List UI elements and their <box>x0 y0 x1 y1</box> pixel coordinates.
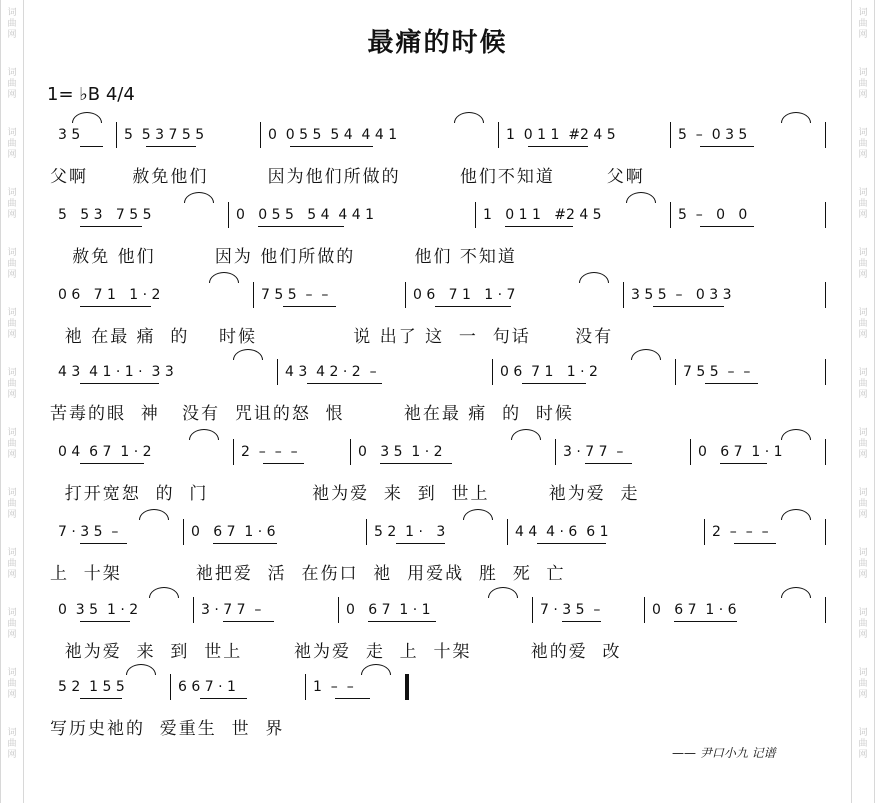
notation-row <box>50 595 825 627</box>
beam-underline <box>700 146 754 147</box>
right-watermark-strip <box>851 0 875 803</box>
barline <box>233 439 234 465</box>
measure: 3 5 5 – 0 3 3 <box>631 287 732 303</box>
tie-arc <box>233 349 263 360</box>
tie-arc <box>781 587 811 598</box>
beam-underline <box>80 306 151 307</box>
song-title: 最痛的时候 <box>367 28 508 58</box>
tie-arc <box>781 112 811 123</box>
measure: 2 – – – <box>241 444 298 460</box>
beam-underline <box>562 621 601 622</box>
watermark-text: 词 曲 网 <box>858 368 868 400</box>
measure: 1 0 1 1 #2 4 5 <box>483 207 602 223</box>
music-line <box>50 437 825 507</box>
key-signature: 1= ♭B 4/4 <box>47 84 135 105</box>
measure: 0 6 7 1 · 1 <box>346 602 431 618</box>
measure: 0 6 7 1 1 · 7 <box>413 287 516 303</box>
lyric-line: 写历史祂的 爱重生 世 界 <box>50 719 285 739</box>
beam-underline <box>80 383 159 384</box>
barline <box>532 597 533 623</box>
beam-underline <box>720 463 767 464</box>
watermark-text: 词 曲 网 <box>7 368 17 400</box>
barline <box>260 122 261 148</box>
measure: 1 0 1 1 #2 4 5 <box>506 127 616 143</box>
beam-underline <box>335 698 370 699</box>
transcriber-credit: —— 尹口小九 记谱 <box>672 746 776 760</box>
watermark-text: 词 曲 网 <box>858 8 868 40</box>
watermark-text: 词 曲 网 <box>7 188 17 220</box>
beam-underline <box>80 621 130 622</box>
watermark-text: 词 曲 网 <box>858 608 868 640</box>
barline <box>825 122 826 148</box>
tie-arc <box>781 509 811 520</box>
watermark-text: 词 曲 网 <box>858 548 868 580</box>
watermark-text: 词 曲 网 <box>858 128 868 160</box>
measure: 0 6 7 1 1 · 2 <box>58 287 161 303</box>
measure: 3 · 7 7 – <box>201 602 262 618</box>
lyric-line: 打开宽恕 的 门 祂为爱 来 到 世上 祂为爱 走 <box>50 484 640 504</box>
beam-underline <box>653 306 724 307</box>
measure: 2 – – – <box>712 524 769 540</box>
measure: 0 4 6 7 1 · 2 <box>58 444 152 460</box>
barline <box>555 439 556 465</box>
tie-arc <box>781 429 811 440</box>
measure: 7 5 5 – – <box>683 364 751 380</box>
barline <box>623 282 624 308</box>
music-line <box>50 200 825 270</box>
barline <box>825 597 826 623</box>
barline <box>825 439 826 465</box>
measure: 7 5 5 – – <box>261 287 329 303</box>
watermark-text: 词 曲 网 <box>7 128 17 160</box>
tie-arc <box>126 664 156 675</box>
lyric-line: 父啊 赦免他们 因为他们所做的 他们不知道 父啊 <box>50 167 645 187</box>
beam-underline <box>505 226 573 227</box>
watermark-text: 词 曲 网 <box>7 668 17 700</box>
beam-underline <box>528 146 588 147</box>
barline <box>116 122 117 148</box>
measure: 0 0 5 5 5 4 4 4 1 <box>236 207 375 223</box>
watermark-text: 词 曲 网 <box>858 668 868 700</box>
watermark-text: 词 曲 网 <box>7 248 17 280</box>
tie-arc <box>189 429 219 440</box>
tie-arc <box>139 509 169 520</box>
watermark-text: 词 曲 网 <box>858 488 868 520</box>
notation-row <box>50 280 825 312</box>
tie-arc <box>209 272 239 283</box>
beam-underline <box>290 146 373 147</box>
lyric-line: 赦免 他们 因为 他们所做的 他们 不知道 <box>50 247 517 267</box>
measure: 4 3 4 1 · 1 · 3 3 <box>58 364 174 380</box>
measure: 0 6 7 1 · 1 <box>698 444 783 460</box>
barline <box>475 202 476 228</box>
lyric-line: 上 十架 祂把爱 活 在伤口 祂 用爱战 胜 死 亡 <box>50 564 566 584</box>
barline <box>675 359 676 385</box>
music-line <box>50 280 825 350</box>
measure: 7 · 3 5 – <box>58 524 119 540</box>
tie-arc <box>631 349 661 360</box>
measure: 4 4 4 · 6 6 1 <box>515 524 609 540</box>
watermark-text: 词 曲 网 <box>7 308 17 340</box>
tie-arc <box>361 664 391 675</box>
measure: 5 5 3 7 5 5 <box>58 207 152 223</box>
tie-arc <box>454 112 484 123</box>
notation-row <box>50 437 825 469</box>
measure: 0 0 5 5 5 4 4 4 1 <box>268 127 398 143</box>
measure: 0 6 7 1 · 6 <box>191 524 276 540</box>
measure: 0 3 5 1 · 2 <box>58 602 139 618</box>
beam-underline <box>80 146 103 147</box>
watermark-text: 词 曲 网 <box>7 548 17 580</box>
beam-underline <box>380 463 452 464</box>
barline <box>366 519 367 545</box>
watermark-text: 词 曲 网 <box>7 608 17 640</box>
barline <box>228 202 229 228</box>
barline <box>704 519 705 545</box>
notation-row <box>50 200 825 232</box>
measure: 6 6 7 · 1 <box>178 679 236 695</box>
barline <box>644 597 645 623</box>
tie-arc <box>626 192 656 203</box>
beam-underline <box>435 306 511 307</box>
barline <box>170 674 171 700</box>
beam-underline <box>283 306 336 307</box>
tie-arc <box>184 192 214 203</box>
barline <box>253 282 254 308</box>
measure: 1 – – <box>313 679 354 695</box>
beam-underline <box>80 698 122 699</box>
measure: 5 2 1 5 5 <box>58 679 125 695</box>
barline <box>492 359 493 385</box>
barline <box>405 282 406 308</box>
barline <box>825 359 826 385</box>
watermark-text: 词 曲 网 <box>7 728 17 760</box>
beam-underline <box>223 621 274 622</box>
measure: 3 · 7 7 – <box>563 444 624 460</box>
measure: 0 6 7 1 1 · 2 <box>500 364 598 380</box>
beam-underline <box>700 226 754 227</box>
watermark-text: 词 曲 网 <box>7 68 17 100</box>
beam-underline <box>537 543 606 544</box>
lyric-line: 祂为爱 来 到 世上 祂为爱 走 上 十架 祂的爱 改 <box>50 642 622 662</box>
barline <box>690 439 691 465</box>
beam-underline <box>307 383 382 384</box>
measure: 3 5 <box>58 127 81 143</box>
watermark-text: 词 曲 网 <box>858 308 868 340</box>
notation-row <box>50 357 825 389</box>
beam-underline <box>674 621 737 622</box>
barline <box>825 519 826 545</box>
beam-underline <box>258 226 344 227</box>
tie-arc <box>72 112 102 123</box>
notation-row <box>50 517 825 549</box>
notation-row <box>50 672 825 704</box>
barline <box>193 597 194 623</box>
beam-underline <box>80 543 127 544</box>
beam-underline <box>396 543 445 544</box>
tie-arc <box>511 429 541 440</box>
music-line <box>50 120 825 190</box>
final-barline <box>405 674 409 700</box>
barline <box>350 439 351 465</box>
music-line <box>50 595 825 665</box>
watermark-text: 词 曲 网 <box>858 188 868 220</box>
lyric-line: 苦毒的眼 神 没有 咒诅的怒 恨 祂在最 痛 的 时候 <box>50 404 574 424</box>
beam-underline <box>734 543 776 544</box>
beam-underline <box>146 146 196 147</box>
barline <box>498 122 499 148</box>
barline <box>670 202 671 228</box>
measure: 0 6 7 1 · 6 <box>652 602 737 618</box>
watermark-text: 词 曲 网 <box>858 728 868 760</box>
music-line <box>50 517 825 587</box>
measure: 5 2 1 · 3 <box>374 524 446 540</box>
barline <box>670 122 671 148</box>
beam-underline <box>522 383 586 384</box>
measure: 5 – 0 3 5 <box>678 127 748 143</box>
left-watermark-strip <box>0 0 24 803</box>
watermark-text: 词 曲 网 <box>7 488 17 520</box>
barline <box>338 597 339 623</box>
measure: 5 5 3 7 5 5 <box>124 127 205 143</box>
measure: 5 – 0 0 <box>678 207 748 223</box>
watermark-text: 词 曲 网 <box>858 68 868 100</box>
watermark-text: 词 曲 网 <box>7 428 17 460</box>
barline <box>507 519 508 545</box>
barline <box>825 282 826 308</box>
beam-underline <box>200 698 247 699</box>
tie-arc <box>579 272 609 283</box>
watermark-text: 词 曲 网 <box>7 8 17 40</box>
measure: 0 3 5 1 · 2 <box>358 444 443 460</box>
beam-underline <box>263 463 304 464</box>
music-line <box>50 357 825 427</box>
beam-underline <box>368 621 436 622</box>
beam-underline <box>705 383 758 384</box>
beam-underline <box>80 463 144 464</box>
barline <box>277 359 278 385</box>
measure: 4 3 4 2 · 2 – <box>285 364 377 380</box>
tie-arc <box>149 587 179 598</box>
barline <box>305 674 306 700</box>
measure: 7 · 3 5 – <box>540 602 601 618</box>
barline <box>825 202 826 228</box>
watermark-text: 词 曲 网 <box>858 248 868 280</box>
beam-underline <box>213 543 277 544</box>
lyric-line: 祂 在最 痛 的 时候 说 出了 这 一 句话 没有 <box>50 327 614 347</box>
beam-underline <box>80 226 142 227</box>
notation-row <box>50 120 825 152</box>
watermark-text: 词 曲 网 <box>858 428 868 460</box>
barline <box>183 519 184 545</box>
music-line <box>50 672 825 742</box>
tie-arc <box>488 587 518 598</box>
tie-arc <box>463 509 493 520</box>
beam-underline <box>585 463 632 464</box>
